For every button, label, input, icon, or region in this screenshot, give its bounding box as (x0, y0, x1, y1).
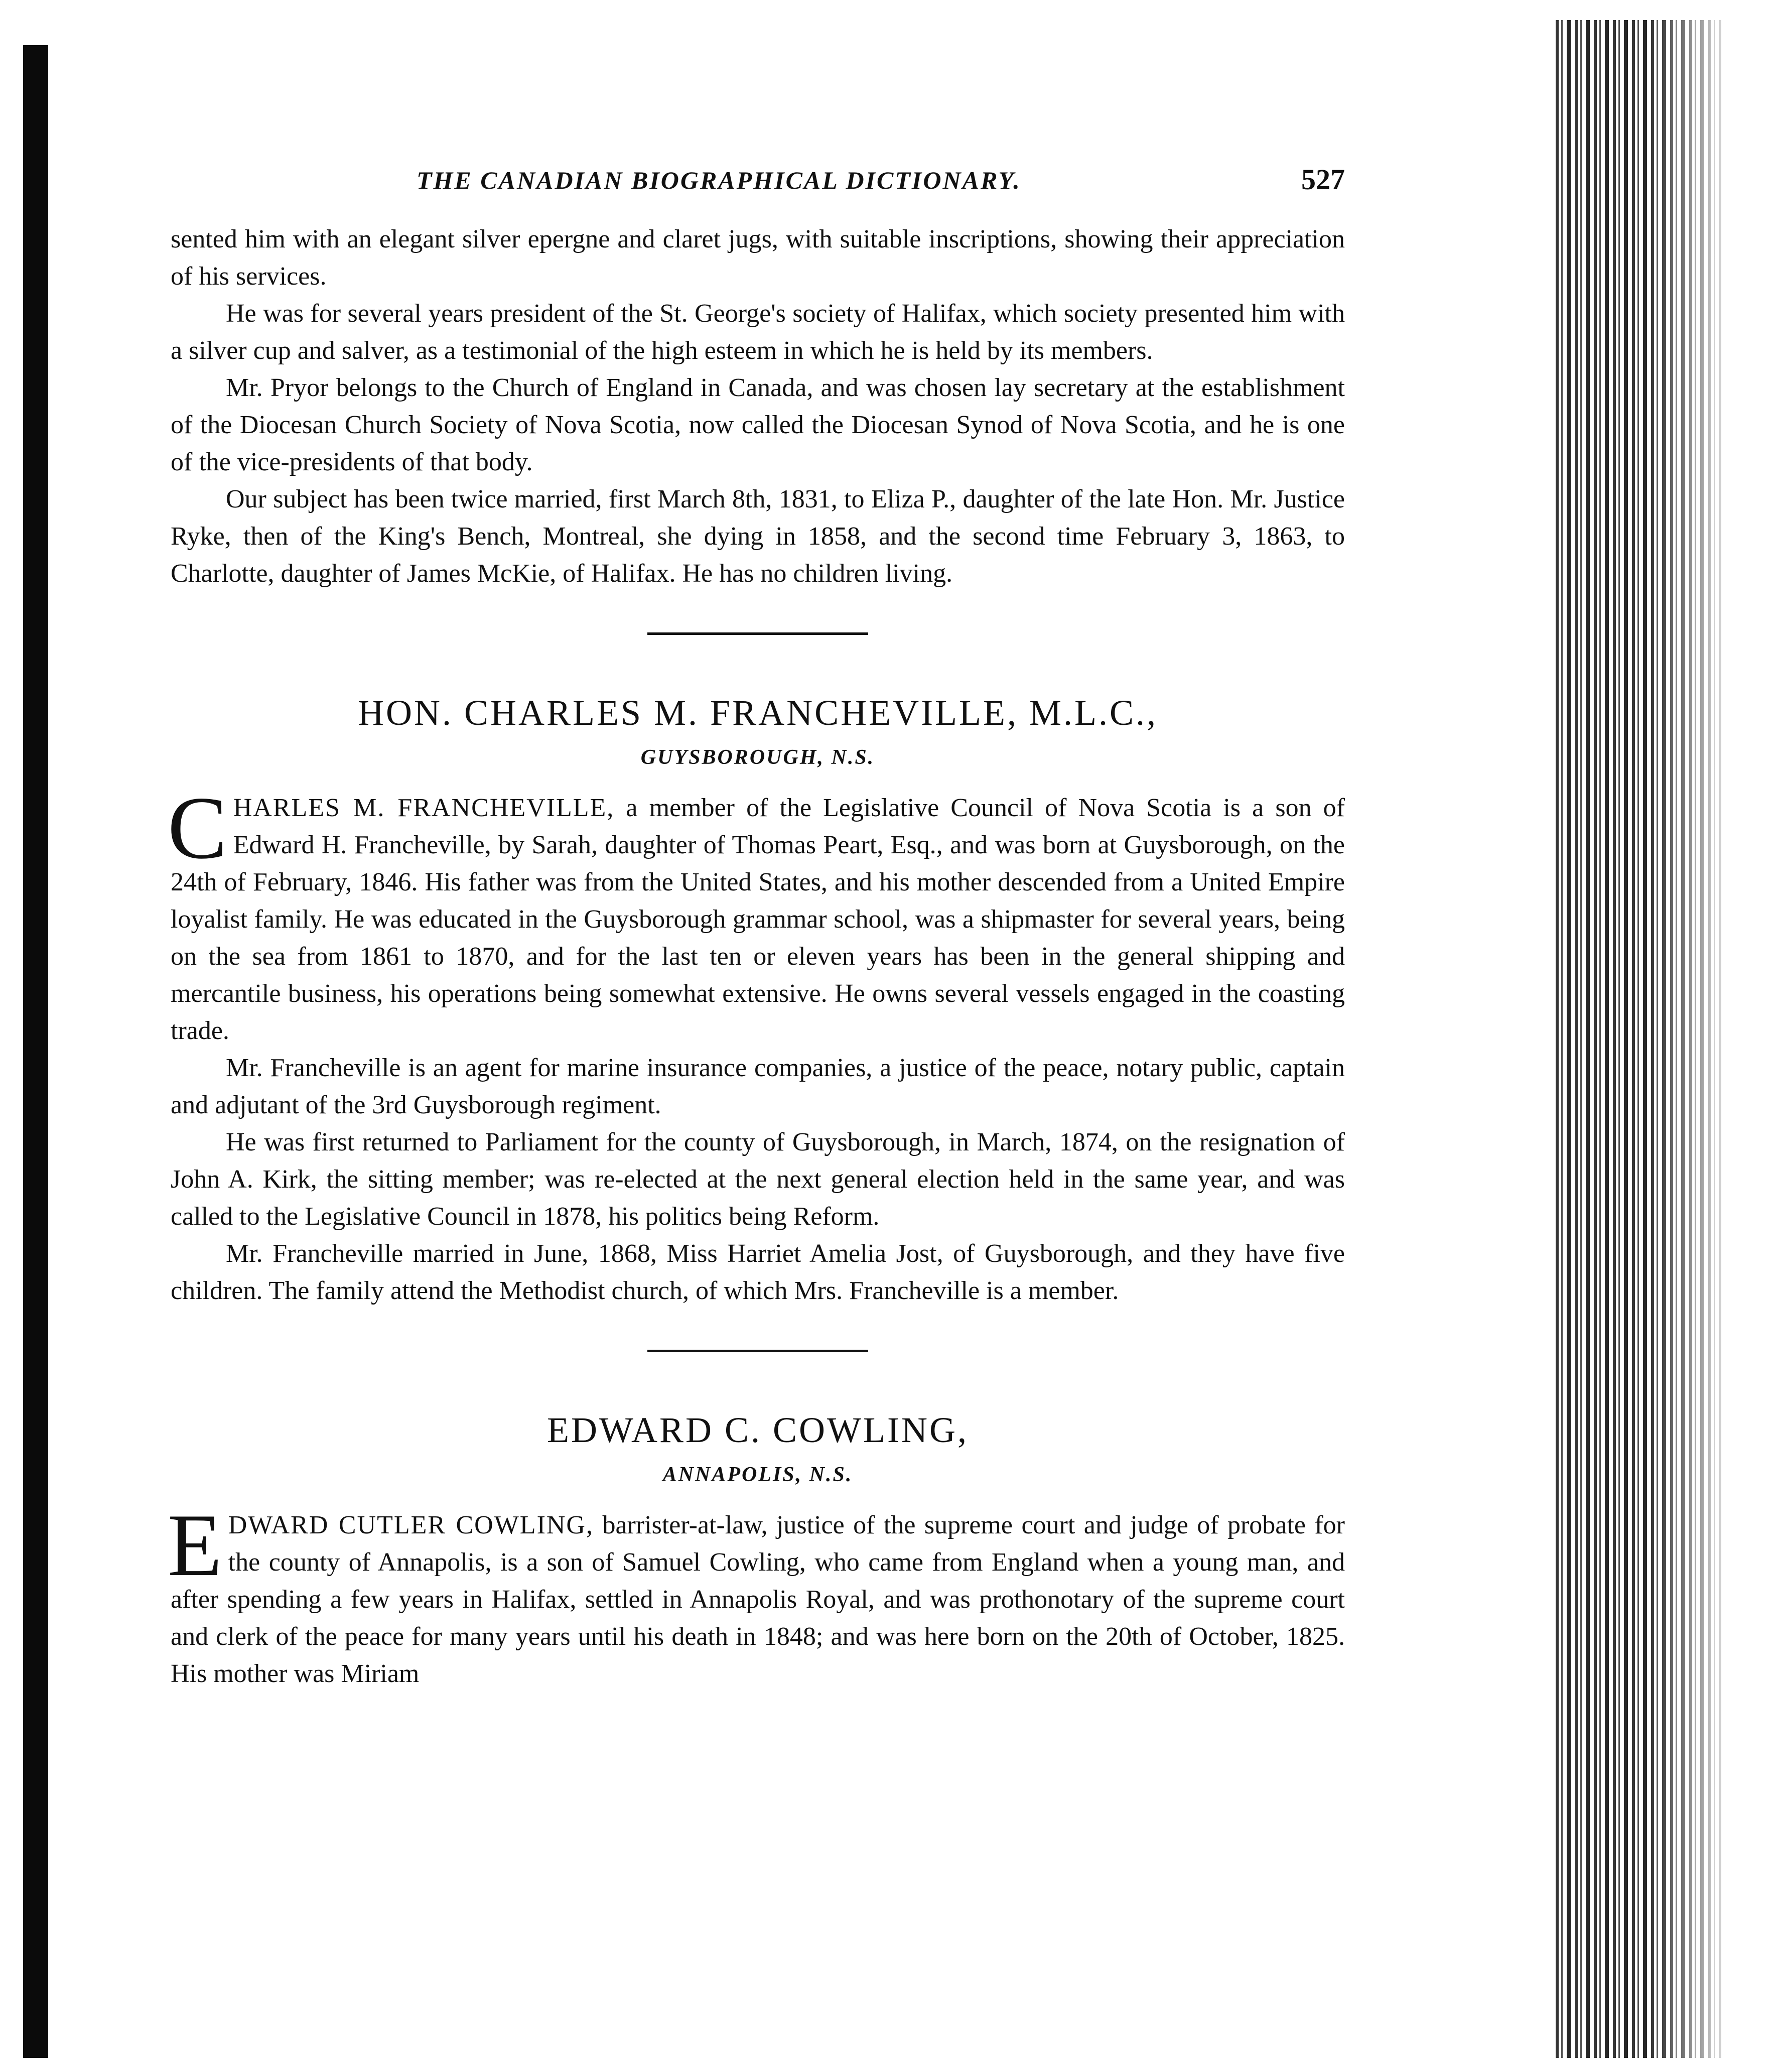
section-divider (647, 1350, 868, 1352)
entry-title: HON. CHARLES M. FRANCHEVILLE, M.L.C., (357, 693, 1158, 733)
paragraph: Mr. Francheville is an agent for marine insurance companies, a justice of the peace, notary public, captain and adjutant of the 3rd Guysborough regiment. (171, 1054, 1345, 1119)
running-head-title: THE CANADIAN BIOGRAPHICAL DICTIONARY. (417, 166, 1021, 194)
book-page (168, 163, 1345, 1693)
entry-first-paragraph (168, 778, 1345, 1050)
page-number: 527 (1301, 163, 1345, 196)
paragraph-text: a member of the Legislative Council of Nova Scotia is a son of Edward H. Francheville, by Sarah, daughter of Thomas Peart, Esq., and was born at Guysborough, on the 24th of February, 1846. His father was from the United States, and his mother descended from a United Empire loyalist family. He was educated in the Guysborough grammar school, was a shipmaster for several years, being on the sea from 1861 to 1870, and for the last ten or eleven years has been in the general shipping and mercantile business, his operations being somewhat extensive. He owns several vessels engaged in the coasting trade. (171, 794, 1345, 1045)
entry-first-paragraph (168, 1495, 1345, 1693)
lead-caps: DWARD CUTLER COWLING, (228, 1511, 594, 1539)
scan-left-edge-bar (23, 45, 48, 2058)
scan-right-margin-fade (1651, 20, 1731, 2058)
paragraph-text: barrister-at-law, justice of the supreme court and judge of probate for the county of Annapolis, is a son of Samuel Cowling, who came from England when a young man, and after spending a few years in Halifax, settled in Annapolis Royal, and was prothonotary of the supreme court and clerk of the peace for many years until his death in 1848; and was here born on the 20th of October, 1825. His mother was Miriam (171, 1511, 1345, 1688)
entry-place: ANNAPOLIS, N.S. (662, 1463, 853, 1486)
section-divider (647, 632, 868, 635)
entry-title: EDWARD C. COWLING, (547, 1410, 969, 1450)
paragraph: He was for several years president of the St. George's society of Halifax, which society presented him with a silver cup and salver, as a testimonial of the high esteem in which he is held by its members. (171, 299, 1345, 365)
paragraph: Mr. Francheville married in June, 1868, Miss Harriet Amelia Jost, of Guysborough, and they have five children. The family attend the Methodist church, of which Mrs. Francheville is a member. (171, 1239, 1345, 1305)
entry-place: GUYSBOROUGH, N.S. (640, 746, 875, 769)
drop-cap: C (168, 778, 227, 877)
running-head (171, 163, 1345, 206)
paragraph: He was first returned to Parliament for the county of Guysborough, in March, 1874, on the resignation of John A. Kirk, the sitting member; was re-elected at the next general election held in the same year, and was called to the Legislative Council in 1878, his politics being Reform. (171, 1128, 1345, 1231)
cowling-entry (168, 1407, 1345, 1693)
paragraph: Our subject has been twice married, first March 8th, 1831, to Eliza P., daughter of the late Hon. Mr. Justice Ryke, then of the King's Bench, Montreal, she dying in 1858, and the second time February 3, 1863, to Charlotte, daughter of James McKie, of Halifax. He has no children living. (171, 485, 1345, 588)
paragraph: Mr. Pryor belongs to the Church of England in Canada, and was chosen lay secretary at the establishment of the Diocesan Church Society of Nova Scotia, now called the Diocesan Synod of Nova Scotia, and he is one of the vice-presidents of that body. (171, 373, 1345, 476)
pryor-entry-continuation (171, 221, 1345, 592)
francheville-entry (168, 690, 1345, 1310)
lead-caps: HARLES M. FRANCHEVILLE, (233, 794, 615, 822)
drop-cap: E (168, 1495, 222, 1595)
paragraph: sented him with an elegant silver epergne and claret jugs, with suitable inscriptions, showing their appreciation of his services. (171, 225, 1345, 291)
